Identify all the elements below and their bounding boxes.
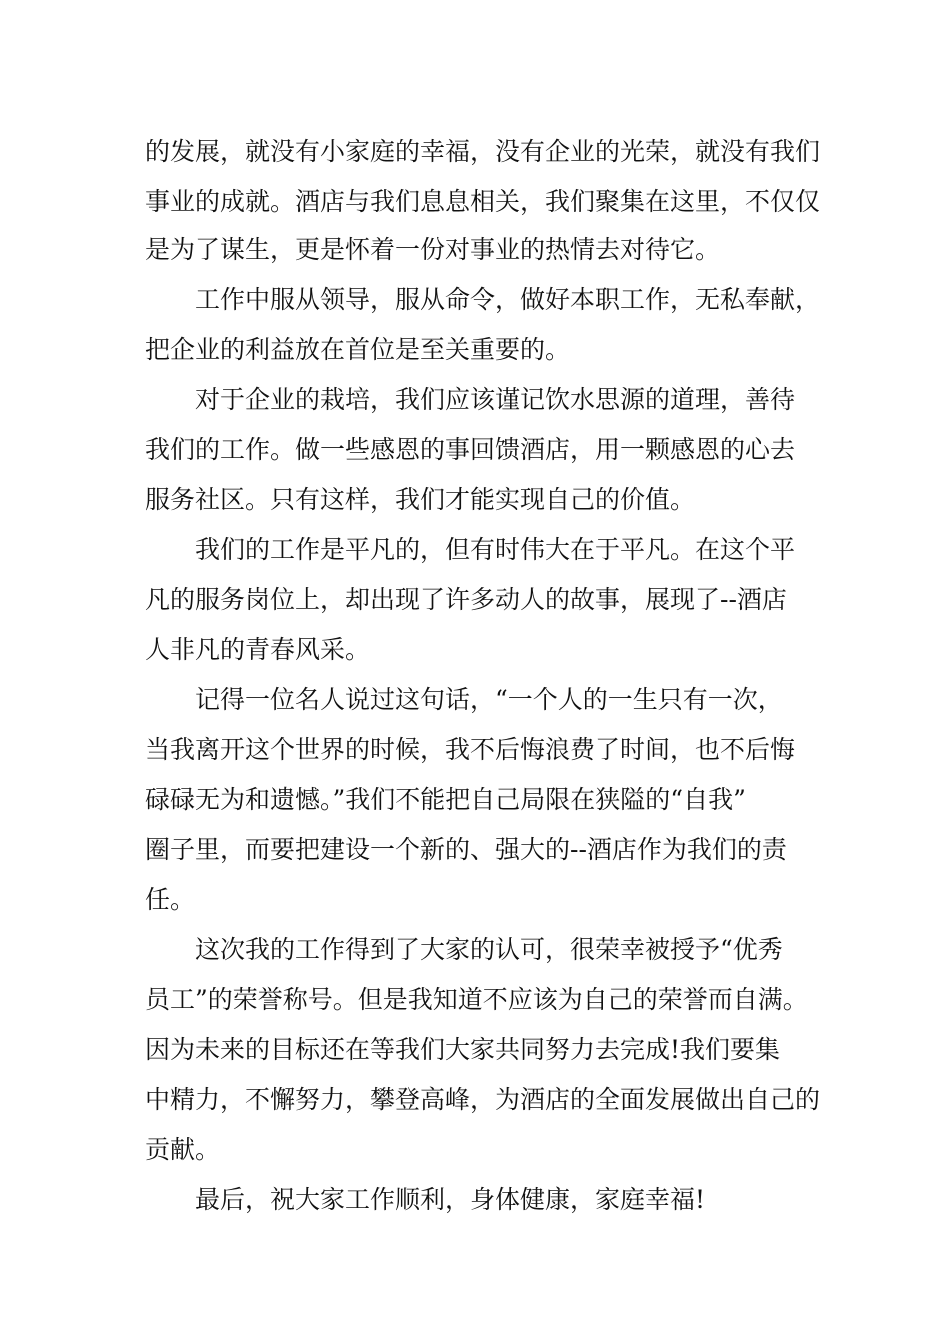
text-line: 任。 [145, 885, 196, 914]
text-line: 员工”的荣誉称号。但是我知道不应该为自己的荣誉而自满。 [145, 985, 808, 1014]
text-line: 当我离开这个世界的时候，我不后悔浪费了时间，也不后悔 [145, 735, 796, 764]
text-line: 服务社区。只有这样，我们才能实现自己的价值。 [145, 485, 696, 514]
text-line: 贡献。 [145, 1135, 221, 1164]
text-line: 我们的工作。做一些感恩的事回馈酒店，用一颗感恩的心去 [145, 435, 796, 464]
text-line: 是为了谋生，更是怀着一份对事业的热情去对待它。 [145, 235, 721, 264]
text-line: 事业的成就。酒店与我们息息相关，我们聚集在这里，不仅仅 [145, 187, 821, 216]
paragraph-first-line: 这次我的工作得到了大家的认可，很荣幸被授予“优秀 [195, 935, 783, 964]
text-line: 把企业的利益放在首位是至关重要的。 [145, 335, 571, 364]
paragraph-first-line: 最后，祝大家工作顺利，身体健康，家庭幸福! [195, 1185, 706, 1214]
paragraph-first-line: 对于企业的栽培，我们应该谨记饮水思源的道理，善待 [195, 385, 796, 414]
paragraph-first-line: 记得一位名人说过这句话，“一个人的一生只有一次， [195, 685, 783, 714]
text-line: 的发展，就没有小家庭的幸福，没有企业的光荣，就没有我们 [145, 137, 821, 166]
paragraph-first-line: 工作中服从领导，服从命令，做好本职工作，无私奉献， [195, 285, 821, 314]
text-line: 人非凡的青春风采。 [145, 635, 371, 664]
text-line: 凡的服务岗位上，却出现了许多动人的故事，展现了--酒店 [145, 585, 787, 614]
paragraph-first-line: 我们的工作是平凡的，但有时伟大在于平凡。在这个平 [195, 535, 796, 564]
text-line: 因为未来的目标还在等我们大家共同努力去完成!我们要集 [145, 1035, 781, 1064]
text-line: 圈子里，而要把建设一个新的、强大的--酒店作为我们的责 [145, 835, 787, 864]
text-line: 碌碌无为和遗憾。”我们不能把自己局限在狭隘的“自我” [145, 785, 746, 814]
text-line: 中精力，不懈努力，攀登高峰，为酒店的全面发展做出自己的 [145, 1085, 821, 1114]
